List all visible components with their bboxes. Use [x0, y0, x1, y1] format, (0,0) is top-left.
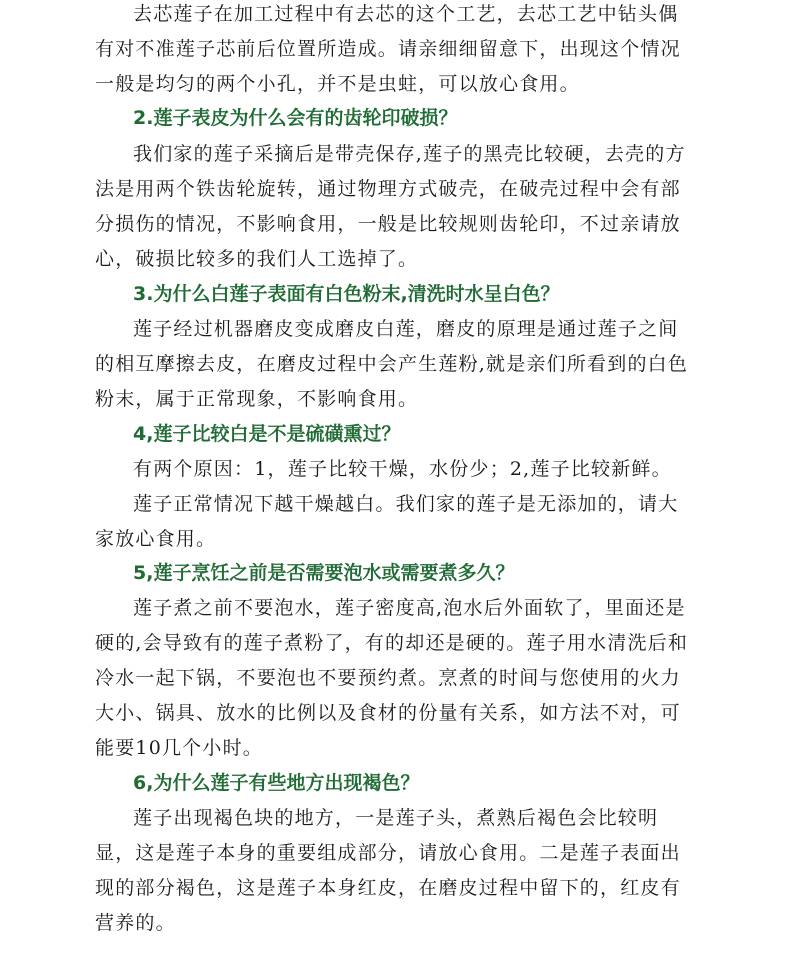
answer-line: 莲子煮之前不要泡水，莲子密度高,泡水后外面软了，里面还是 [133, 597, 686, 619]
answer-line: 有两个原因：1，莲子比较干燥，水份少；2,莲子比较新鲜。 [133, 458, 672, 480]
answer-line: 硬的,会导致有的莲子煮粉了，有的却还是硬的。莲子用水清洗后和 [95, 632, 689, 654]
answer-line: 莲子正常情况下越干燥越白。我们家的莲子是无添加的，请大 [133, 493, 679, 515]
answer-line: 冷水一起下锅，不要泡也不要预约煮。烹煮的时间与您使用的火力 [95, 667, 681, 689]
intro-line: 一般是均匀的两个小孔，并不是虫蛀，可以放心食用。 [95, 73, 580, 95]
intro-line: 有对不准莲子芯前后位置所造成。请亲细细留意下，出现这个情况 [95, 38, 681, 60]
answer-line: 分损伤的情况，不影响食用，一般是比较规则齿轮印，不过亲请放 [95, 213, 681, 235]
question-heading-4: 4,莲子比较白是不是硫磺熏过？ [133, 423, 401, 445]
answer-line: 现的部分褐色，这是莲子本身红皮，在磨皮过程中留下的，红皮有 [95, 877, 681, 899]
answer-line: 粉末，属于正常现象，不影响食用。 [95, 388, 419, 410]
question-heading-5: 5,莲子烹饪之前是否需要泡水或需要煮多久？ [133, 562, 515, 584]
answer-line: 能要10几个小时。 [95, 737, 263, 759]
answer-line: 法是用两个铁齿轮旋转，通过物理方式破壳，在破壳过程中会有部 [95, 178, 681, 200]
question-heading-2: 2.莲子表皮为什么会有的齿轮印破损？ [133, 107, 458, 129]
answer-line: 我们家的莲子采摘后是带壳保存,莲子的黑壳比较硬，去壳的方 [133, 143, 686, 165]
answer-line: 家放心食用。 [95, 528, 217, 550]
answer-line: 营养的。 [95, 912, 176, 934]
answer-line: 大小、锅具、放水的比例以及食材的份量有关系，如方法不对，可 [95, 702, 681, 724]
answer-line: 的相互摩擦去皮，在磨皮过程中会产生莲粉,就是亲们所看到的白色 [95, 353, 689, 375]
answer-line: 莲子经过机器磨皮变成磨皮白莲，磨皮的原理是通过莲子之间 [133, 318, 679, 340]
answer-line: 莲子出现褐色块的地方，一是莲子头，煮熟后褐色会比较明 [133, 807, 659, 829]
question-heading-3: 3.为什么白莲子表面有白色粉末,清洗时水呈白色？ [133, 283, 560, 305]
answer-line: 显，这是莲子本身的重要组成部分，请放心食用。二是莲子表面出 [95, 842, 681, 864]
answer-line: 心，破损比较多的我们人工选掉了。 [95, 248, 419, 270]
question-heading-6: 6,为什么莲子有些地方出现褐色？ [133, 772, 420, 794]
intro-line: 去芯莲子在加工过程中有去芯的这个工艺，去芯工艺中钻头偶 [133, 3, 679, 25]
